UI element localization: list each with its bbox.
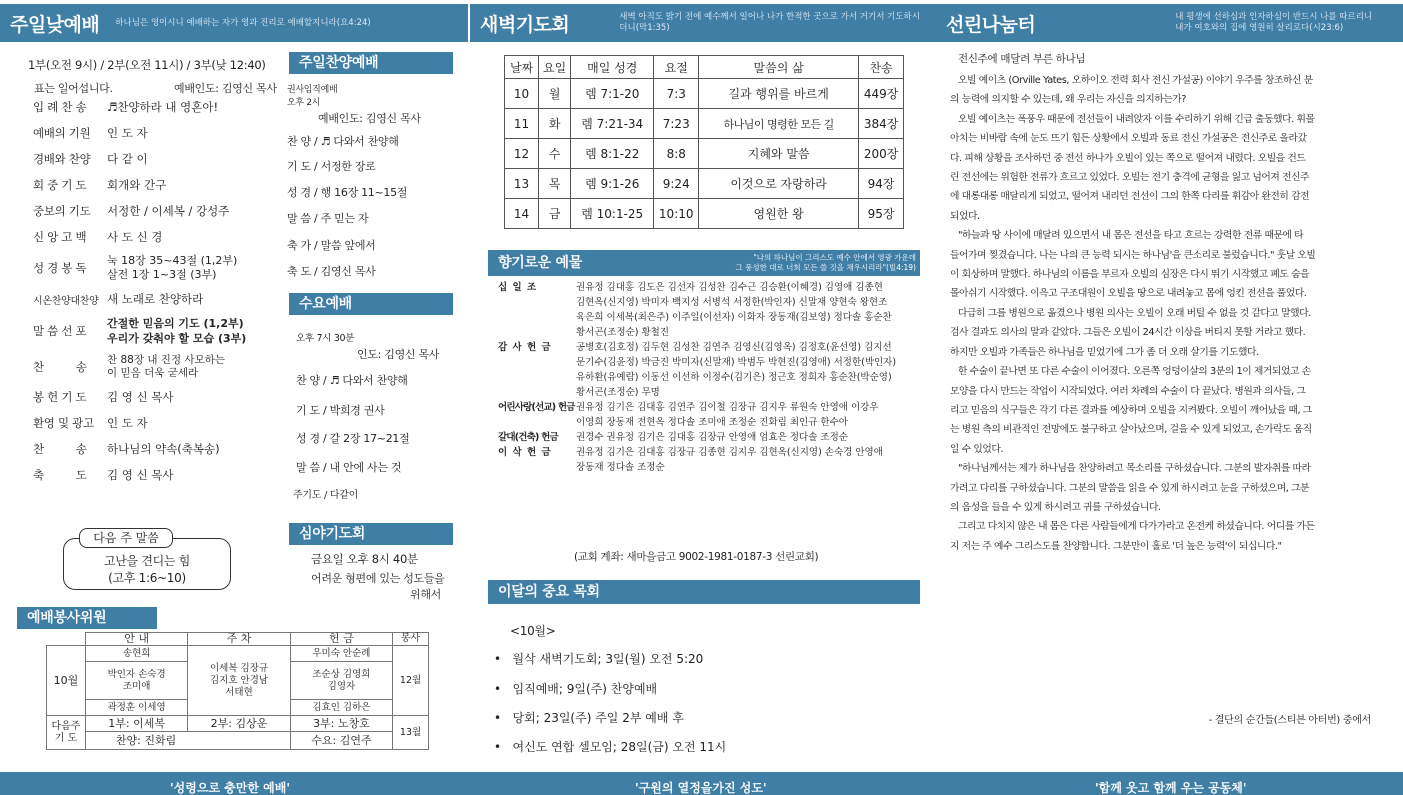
sunday-worship-title: 주일낮예배 <box>10 13 100 36</box>
table-row: 다음주 기 도 1부: 이세복 2부: 김상운 3부: 노창호 13월 <box>47 716 429 732</box>
praise-item: 찬 양 / ♬ 다와서 찬양해 <box>287 135 399 148</box>
next-week-title: 고난을 견디는 힘 <box>103 554 191 568</box>
wednesday-item: 주기도 / 다같이 <box>293 490 358 501</box>
news-item: • 월삭 새벽기도회; 3일(월) 오전 5:20 <box>494 652 704 666</box>
worship-leader: 예배인도: 김영신 목사 <box>174 82 277 95</box>
order-item: 찬 송 하나님의 약속(축복송) <box>33 442 220 456</box>
order-item: 신 앙 고 백 사 도 신 경 <box>33 230 163 244</box>
wednesday-leader: 인도: 김영신 목사 <box>357 348 440 361</box>
daily-bible-table <box>504 55 904 229</box>
night-prayer-time: 금요일 오후 8시 40분 <box>311 552 418 566</box>
worship-times: 1부(오전 9시) / 2부(오전 11시) / 3부(낮 12:40) <box>28 58 266 72</box>
offering-thanks: 감 사 헌 금 공병호(김호정) 김두현 김성찬 김연주 김영신(김영옥) 김정호(윤선영) 김지선 문기수(김윤정) 박금진 박미자(신말재) 박범두 박현진(김영애) 서정한(박인자) 유하환(유예람) 이동선 이선하 이정수(김기은) 정근호 정희자 홍순찬(박순영) 황서곤(조정순) 무명 <box>498 342 897 398</box>
table-row: 12 수 렘 8:1-22 8:8 지혜와 말씀 200장 <box>505 139 904 169</box>
wednesday-item: 성 경 / 갈 2장 17~21절 <box>296 432 410 445</box>
wednesday-worship-title: 수요예배 <box>289 293 453 315</box>
praise-item: 말 씀 / 주 믿는 자 <box>287 212 369 225</box>
column-sharing <box>936 0 1403 772</box>
table-row: 10월 송현희 이세복 김장규 김지호 안경남 서태현 우미숙 안순례 12월 <box>47 646 429 662</box>
table-row: 곽정훈 이세영 김효인 김하은 <box>47 700 429 716</box>
order-item-bible: 성 경 봉 독 눅 18장 35~43절 (1,2부) 살전 1장 1~3절 (3부) <box>33 254 238 281</box>
story-body: 오빌 예이츠 (Orville Yates, 오하이오 전력 회사 전신 가설공) 이야기 우주를 창조하신 분 의 능력에 의지할 수 있는데, 왜 우리는 자신을 의지하는가? 오빌 예이츠는 폭풍우 때문에 전선들이 내려앉자 이를 수리하기 위해 긴급 출동했다. 휘몰 아치는 비바람 속에 눈도 뜨기 힘든 상황에서 오빌과 동료 전신 가설공은 전신주로 올라갔 다. 피해 상황을 조사하던 중 전선 하나가 오빌이 있는 쪽으로 떨어져 내렸다. 오빌을 건드 린 전선에는 위험한 전류가 흐르고 있었다. 오빌는 전기 충격에 균형을 잃고 넘어져 전신주 에 대롱대롱 매달리게 되었고, 떨어져 내리던 전선이 그의 한쪽 다리를 휘감아 완전히 감전 되었다. "하늘과 땅 사이에 매달려 있으면서 내 몸은 전선을 타고 흐르는 강력한 전류 때문에 타 들어가며 찢겼습니다. 나는 나의 큰 능력 되시는 하나님'을 큰소리로 불렀습니다." 훗날 오빌 이 회상하며 말했다. 하나님의 이름을 부르자 오빌의 심장은 다시 뛰기 시작했고 폐도 숨을 몰아쉬기 시작했다. 이윽고 구조대원이 오빌을 땅으로 내려놓고 몸에 엉킨 전선을 풀었다. 다급히 그를 병원으로 옮겼으나 병원 의사는 오빌이 오래 버틸 수 없을 것 같다고 말했다. 검사 결과도 의사의 말과 같았다. 그들은 오빌이 24시간 이상을 버티지 못할 거라고 했다. 하지만 오빌과 가족들은 하나님을 믿었기에 그가 좀 더 오래 살기를 기도했다. 한 수술이 끝나면 또 다른 수술이 이어졌다. 오른쪽 엉덩이살의 3분의 1이 제거되었고 손 모양을 다시 만드는 작업이 시작되었다. 여러 차례의 수술이 다 끝났다. 병원과 의사들, 그 리고 믿음의 식구들은 각기 다른 결과를 예상하며 오빌을 지켜봤다. 오빌이 깨어났을 때, 그 는 병원 측의 비관적인 전망에도 불구하고 살아났으며, 걸을 수 있게 되었고, 손가락도 움직 일 수 있었다. "하나님께서는 제가 하나님을 찬양하려고 목소리를 구하셨습니다. 그분의 발자취를 따라 가려고 다리를 구하셨습니다. 그분의 말씀을 읽을 수 있게 하시려고 눈을 구하셨으며, 그분 의 음성을 들을 수 있게 하시려고 귀를 구하셨습니다. 그리고 다치지 않은 내 몸은 다른 사람들에게 다가가라고 온전케 하셨습니다. 어디를 가든 지 저는 주 예수 그리스도를 찬양합니다. 그분만이 홀로 '더 높은 능력'이 되십니다." <box>950 75 1316 552</box>
table-row: 14 금 렘 10:1-25 10:10 영원한 왕 95장 <box>505 199 904 229</box>
news-item: • 당회; 23일(주) 주일 2부 예배 후 <box>494 711 684 725</box>
praise-item: 기 도 / 서정한 장로 <box>287 160 376 173</box>
praise-time: 오후 2시 <box>287 98 321 108</box>
news-item: • 임직예배; 9일(주) 찬양예배 <box>494 682 658 696</box>
sharing-verse: 내 평생에 선하심과 인자하심이 반드시 나를 따르리니 내가 여호와의 집에 영원히 살리로다(시23:6) <box>1175 12 1373 33</box>
table-row: 안 내 주 차 헌 금 봉사 <box>47 633 429 646</box>
dawn-prayer-verse: 새벽 아직도 밝기 전에 예수께서 일어나 나가 한적한 곳으로 가서 거기서 기도하시더니(막1:35) <box>619 12 920 33</box>
offering-mission: 어린사랑(선교) 헌금 권유정 김기은 김대홍 김연주 김이철 김장규 김지우 류원숙 안영애 이강우 이영희 장동재 전현옥 정다솔 조미애 조정순 진화림 최인규 한수아 <box>498 402 879 428</box>
worship-staff-title: 예배봉사위원 <box>17 607 157 629</box>
wednesday-time: 오후 7시 30분 <box>296 333 355 344</box>
table-row: 13 목 렘 9:1-26 9:24 이것으로 자랑하라 94장 <box>505 169 904 199</box>
offering-harvest: 이 삭 헌 금 권유정 김기은 김대홍 김장규 김종현 김지우 김현옥(신지영) 손숙경 안영애 장동재 정다솔 조정순 <box>498 447 883 473</box>
praise-ordination: 권사임직예배 <box>287 85 338 95</box>
order-item: 경배와 찬양 다 같 이 <box>33 152 148 166</box>
monthly-news-title: 이달의 중요 목회 <box>488 580 920 604</box>
offering-title: 향기로운 예물 <box>488 250 920 276</box>
stand-note: 표는 일어섭니다. <box>34 82 113 95</box>
order-item: 환영 및 광고 인 도 자 <box>33 416 148 430</box>
order-item-choir: 시온찬양대찬양 새 노래로 찬양하라 <box>33 292 204 307</box>
praise-leader: 예배인도: 김영신 목사 <box>318 112 421 125</box>
sunday-worship-header <box>0 4 468 42</box>
church-account: (교회 계좌: 새마을금고 9002-1981-0187-3 선린교회) <box>574 551 819 563</box>
column-sunday-worship <box>0 0 468 772</box>
praise-item: 축 가 / 말씀 앞에서 <box>287 239 376 252</box>
order-item: 입 례 찬 송 ♬찬양하라 내 영혼아! <box>33 100 219 114</box>
next-week-reference: (고후 1:6~10) <box>108 571 186 585</box>
sunday-worship-verse: 하나님은 영이시니 예배하는 자가 영과 진리로 예배할지니라(요4:24) <box>115 17 371 28</box>
order-item-sermon: 말 씀 선 포 간절한 믿음의 기도 (1,2부) 우리가 갖춰야 할 모습 (3부) <box>33 317 247 345</box>
night-prayer-purpose-2: 위해서 <box>410 588 441 601</box>
sharing-title: 선린나눔터 <box>946 13 1036 36</box>
footer-motto-3: '함께 웃고 함께 우는 공동체' <box>1095 781 1247 795</box>
worship-staff-table <box>46 632 429 750</box>
sharing-header <box>936 4 1403 42</box>
dawn-prayer-header <box>470 4 936 42</box>
footer-motto-2: '구원의 열정을가진 성도' <box>635 781 767 795</box>
order-item-hymn: 찬 송 찬 88장 내 진정 사모하는 이 믿음 더욱 굳세라 <box>33 354 225 379</box>
story-source: - 결단의 순간들(스티븐 아터번) 중에서 <box>1208 715 1371 726</box>
table-row: 박인자 손숙경 조미애 조순상 김영희 김영자 <box>47 662 429 700</box>
table-row: 11 화 렘 7:21-34 7:23 하나님이 명령한 모든 길 384장 <box>505 109 904 139</box>
story-title: 전신주에 매달려 부른 하나님 <box>958 53 1086 65</box>
table-row: 찬양: 진화림 수요: 김연주 <box>47 732 429 750</box>
wednesday-item: 기 도 / 박희경 권사 <box>296 404 385 417</box>
offering-verse: "나의 하나님이 그리스도 예수 안에서 영광 가운데 그 풍성한 대로 너희 모든 쓸 것을 채우시리라"(빌4:19) <box>735 253 916 272</box>
table-header-row: 날짜 요일 매일 성경 요절 말씀의 삶 찬송 <box>505 56 904 79</box>
offering-building: 갈대(건축) 헌금 권경수 권유정 김기은 김대홍 김장규 안영애 엄효은 정다솔 조정순 <box>498 432 848 443</box>
praise-worship-title: 주일찬양예배 <box>289 52 453 74</box>
praise-item: 축 도 / 김영신 목사 <box>287 265 376 278</box>
order-item: 회 중 기 도 회개와 간구 <box>33 178 167 192</box>
offering-tithe: 십 일 조 권유정 김대홍 김도은 김선자 김성찬 김수근 김승환(이혜경) 김영애 김종현 김현옥(신지영) 박미자 백지성 서병석 서정한(박인자) 신말재 양현숙 왕현조 육은희 이세복(최은주) 이주일(이선자) 이화자 장동재(김보영) 정다솔 홍순찬 황서곤(조정순) 황철진 <box>498 282 892 338</box>
order-of-worship <box>33 94 283 488</box>
dawn-prayer-title: 새벽기도회 <box>480 13 570 36</box>
order-item: 봉 헌 기 도 김 영 신 목사 <box>33 390 174 404</box>
next-week-label: 다음 주 말씀 <box>79 528 173 548</box>
news-item: • 여신도 연합 셀모임; 28일(금) 오전 11시 <box>494 740 727 754</box>
night-prayer-title: 심야기도회 <box>289 523 453 545</box>
night-prayer-purpose: 어려운 형편에 있는 성도들을 <box>311 572 445 585</box>
wednesday-item: 찬 양 / ♬ 다와서 찬양해 <box>296 374 408 387</box>
column-dawn-prayer <box>470 0 936 772</box>
news-month: <10월> <box>510 624 556 638</box>
footer-motto-1: '성령으로 충만한 예배' <box>170 781 291 795</box>
offering-list <box>498 280 928 475</box>
order-item: 예배의 기원 인 도 자 <box>33 126 148 140</box>
table-row: 10 월 렘 7:1-20 7:3 길과 행위를 바르게 449장 <box>505 79 904 109</box>
order-item: 중보의 기도 서정한 / 이세복 / 강성주 <box>33 204 230 218</box>
order-item: 축 도 김 영 신 목사 <box>33 468 174 482</box>
praise-item: 성 경 / 행 16장 11~15절 <box>287 186 408 199</box>
wednesday-item: 말 씀 / 내 안에 사는 것 <box>296 461 402 474</box>
